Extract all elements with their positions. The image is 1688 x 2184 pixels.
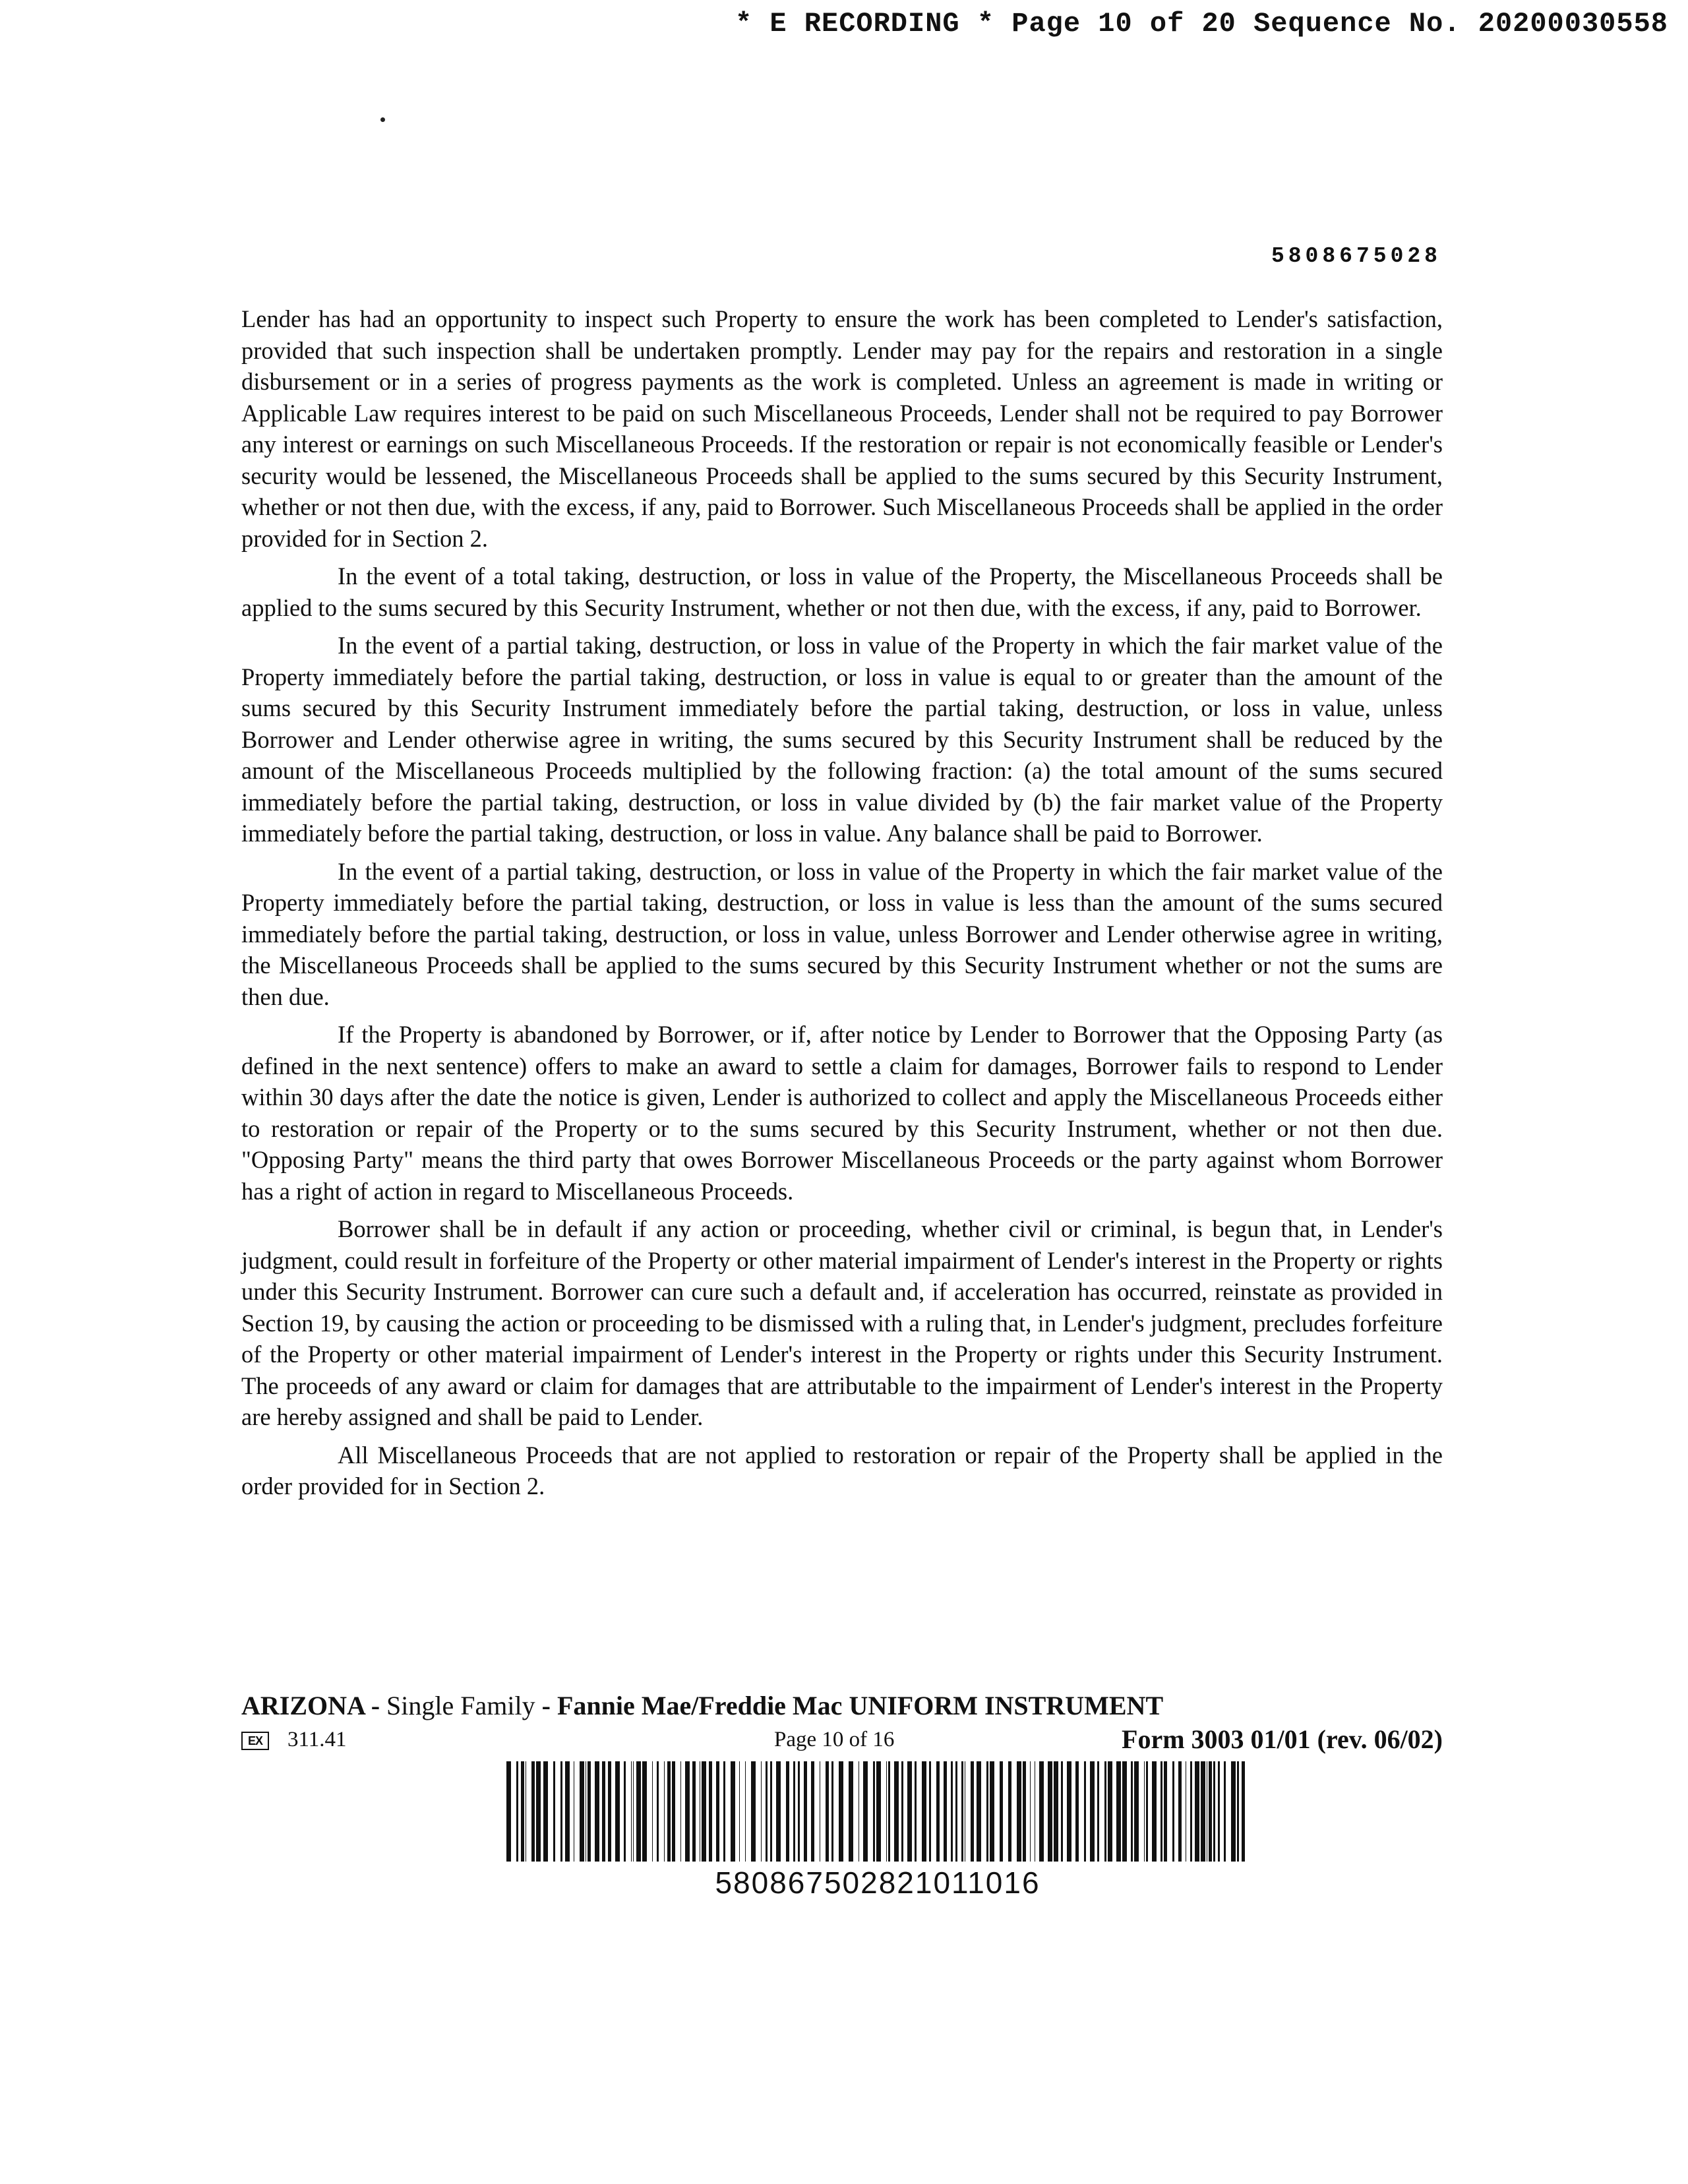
footer-instrument: Fannie Mae/Freddie Mac UNIFORM INSTRUMENT	[557, 1691, 1164, 1720]
scan-speck	[380, 117, 385, 122]
footer-state: ARIZONA	[241, 1691, 365, 1720]
paragraph-abandoned-property: If the Property is abandoned by Borrower, or if, after notice by Lender to Borrower that the Opposing Party (as defined in the next sentence) offers to make an award to settle a claim for damages, Borrower fails to respond to Lender within 30 days after the date the notice is given, Lender is authorized to collect and apply the Miscellaneous Proceeds either to restoration or repair of the Property or to the sums secured by this Security Instrument, whether or not then due. "Opposing Party" means the third party that owes Borrower Miscellaneous Proceeds or the party against whom Borrower has a right of action in regard to Miscellaneous Proceeds.	[241, 1021, 1443, 1205]
ex-icon: EX	[241, 1732, 269, 1750]
document-body	[241, 303, 1443, 1509]
footer-family: Single Family	[386, 1691, 535, 1720]
footer-row	[241, 1724, 1443, 1757]
form-number: Form 3003 01/01 (rev. 06/02)	[1122, 1724, 1443, 1754]
paragraph-unapplied-proceeds: All Miscellaneous Proceeds that are not applied to restoration or repair of the Property shall be applied in the order provided for in Section 2.	[241, 1441, 1443, 1500]
barcode-number: 580867502821011016	[715, 1866, 1040, 1900]
footer-separator: -	[535, 1691, 557, 1720]
form-code: 311.41	[287, 1728, 347, 1751]
footer-separator: -	[364, 1691, 387, 1720]
paragraph-partial-taking-greater: In the event of a partial taking, destruction, or loss in value of the Property in which the fair market value of the Property immediately before the partial taking, destruction, or loss in value is equal to or greater than the amount of the sums secured by this Security Instrument immediately before the partial taking, destruction, or loss in value, unless Borrower and Lender otherwise agree in writing, the sums secured by this Security Instrument shall be reduced by the amount of the Miscellaneous Proceeds multiplied by the following fraction: (a) the total amount of the sums secured immediately before the partial taking, destruction, or loss in value divided by (b) the fair market value of the Property immediately before the partial taking, destruction, or loss in value. Any balance shall be paid to Borrower.	[241, 632, 1443, 847]
paragraph-default: Borrower shall be in default if any action or proceeding, whether civil or criminal, is begun that, in Lender's judgment, could result in forfeiture of the Property or other material impairment of Lender's interest in the Property or rights under this Security Instrument. Borrower can cure such a default and, if acceleration has occurred, reinstate as provided in Section 19, by causing the action or proceeding to be dismissed with a ruling that, in Lender's judgment, precludes forfeiture of the Property or other material impairment of Lender's interest in the Property or rights under this Security Instrument. The proceeds of any award or claim for damages that are attributable to the impairment of Lender's interest in the Property are hereby assigned and shall be paid to Lender.	[241, 1215, 1443, 1430]
recording-header: * E RECORDING * Page 10 of 20 Sequence No. 20200030558	[735, 8, 1668, 40]
footer-title	[241, 1690, 1163, 1721]
paragraph-partial-taking-less: In the event of a partial taking, destruction, or loss in value of the Property in which the fair market value of the Property immediately before the partial taking, destruction, or loss in value is less than the amount of the sums secured immediately before the partial taking, destruction, or loss in value, unless Borrower and Lender otherwise agree in writing, the Miscellaneous Proceeds shall be applied to the sums secured by this Security Instrument whether or not the sums are then due.	[241, 857, 1443, 1010]
page-label: Page 10 of 16	[774, 1728, 895, 1751]
paragraph-continuation: Lender has had an opportunity to inspect such Property to ensure the work has been completed to Lender's satisfaction, provided that such inspection shall be undertaken promptly. Lender may pay for the repairs and restoration in a single disbursement or in a series of progress payments as the work is completed. Unless an agreement is made in writing or Applicable Law requires interest to be paid on such Miscellaneous Proceeds, Lender shall not be required to pay Borrower any interest or earnings on such Miscellaneous Proceeds. If the restoration or repair is not economically feasible or Lender's security would be lessened, the Miscellaneous Proceeds shall be applied to the sums secured by this Security Instrument, whether or not then due, with the excess, if any, paid to Borrower. Such Miscellaneous Proceeds shall be applied in the order provided for in Section 2.	[241, 305, 1443, 552]
barcode-icon	[506, 1761, 1249, 1862]
loan-number: 5808675028	[1271, 244, 1441, 268]
paragraph-total-taking: In the event of a total taking, destruction, or loss in value of the Property, the Miscellaneous Proceeds shall be applied to the sums secured by this Security Instrument, whether or not then due, with the excess, if any, paid to Borrower.	[241, 562, 1443, 621]
